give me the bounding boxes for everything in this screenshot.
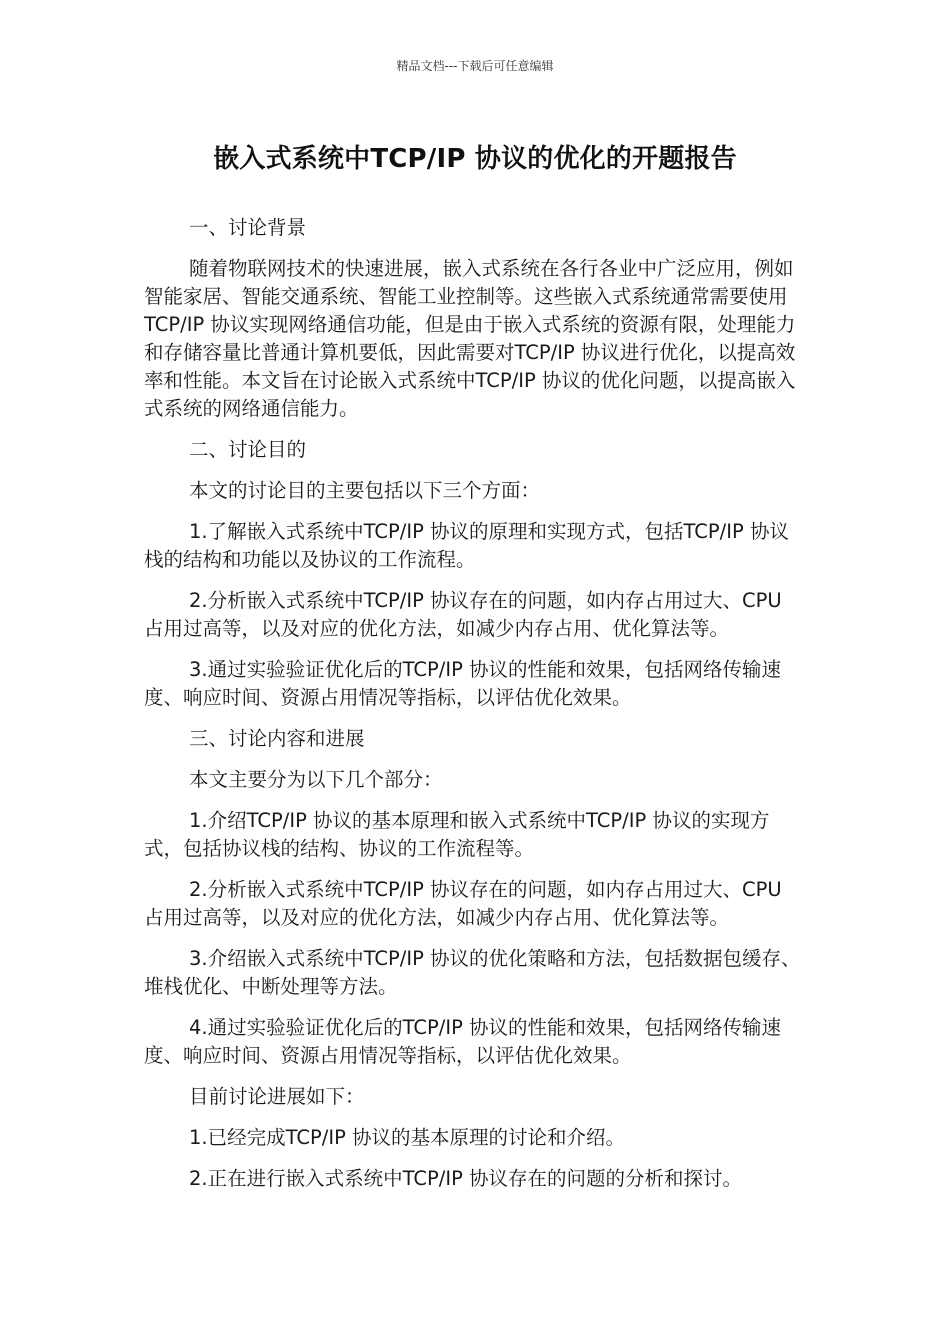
header-note: 精品文档---下载后可任意编辑 <box>396 59 554 73</box>
section-heading: 三、讨论内容和进展 <box>189 727 365 750</box>
list-item: 3.介绍嵌入式系统中TCP/IP 协议的优化策略和方法，包括数据包缓存、堆栈优化、中断处理等方法。 <box>144 947 801 998</box>
document-body <box>144 214 804 1206</box>
paragraph: 本文的讨论目的主要包括以下三个方面： <box>189 479 541 502</box>
list-item: 4.通过实验验证优化后的TCP/IP 协议的性能和效果，包括网络传输速度、响应时间、资源占用情况等指标，以评估优化效果。 <box>144 1016 782 1067</box>
list-item: 3.通过实验验证优化后的TCP/IP 协议的性能和效果，包括网络传输速度、响应时间、资源占用情况等指标，以评估优化效果。 <box>144 658 782 709</box>
list-item: 2.分析嵌入式系统中TCP/IP 协议存在的问题，如内存占用过大、CPU 占用过高等，以及对应的优化方法，如减少内存占用、优化算法等。 <box>144 589 782 640</box>
list-item: 1.已经完成TCP/IP 协议的基本原理的讨论和介绍。 <box>189 1126 626 1149</box>
list-item: 2.正在进行嵌入式系统中TCP/IP 协议存在的问题的分析和探讨。 <box>189 1167 743 1190</box>
section-heading: 一、讨论背景 <box>189 216 307 239</box>
paragraph: 随着物联网技术的快速进展，嵌入式系统在各行各业中广泛应用，例如智能家居、智能交通系统、智能工业控制等。这些嵌入式系统通常需要使用TCP/IP 协议实现网络通信功能，但是由于嵌入式系统的资源有限，处理能力和存储容量比普通计算机要低，因此需要对TCP/IP 协议进行优化，以提高效率和性能。本文旨在讨论嵌入式系统中TCP/IP 协议的优化问题，以提高嵌入式系统的网络通信能力。 <box>144 257 796 420</box>
document-title: 嵌入式系统中TCP/IP 协议的优化的开题报告 <box>213 144 737 174</box>
list-item: 2.分析嵌入式系统中TCP/IP 协议存在的问题，如内存占用过大、CPU 占用过高等，以及对应的优化方法，如减少内存占用、优化算法等。 <box>144 878 782 929</box>
list-item: 1.介绍TCP/IP 协议的基本原理和嵌入式系统中TCP/IP 协议的实现方式，包括协议栈的结构、协议的工作流程等。 <box>144 809 770 860</box>
section-heading: 二、讨论目的 <box>189 438 307 461</box>
paragraph: 本文主要分为以下几个部分： <box>189 768 443 791</box>
list-item: 1.了解嵌入式系统中TCP/IP 协议的原理和实现方式，包括TCP/IP 协议栈的结构和功能以及协议的工作流程。 <box>144 520 789 571</box>
paragraph: 目前讨论进展如下： <box>189 1085 365 1108</box>
